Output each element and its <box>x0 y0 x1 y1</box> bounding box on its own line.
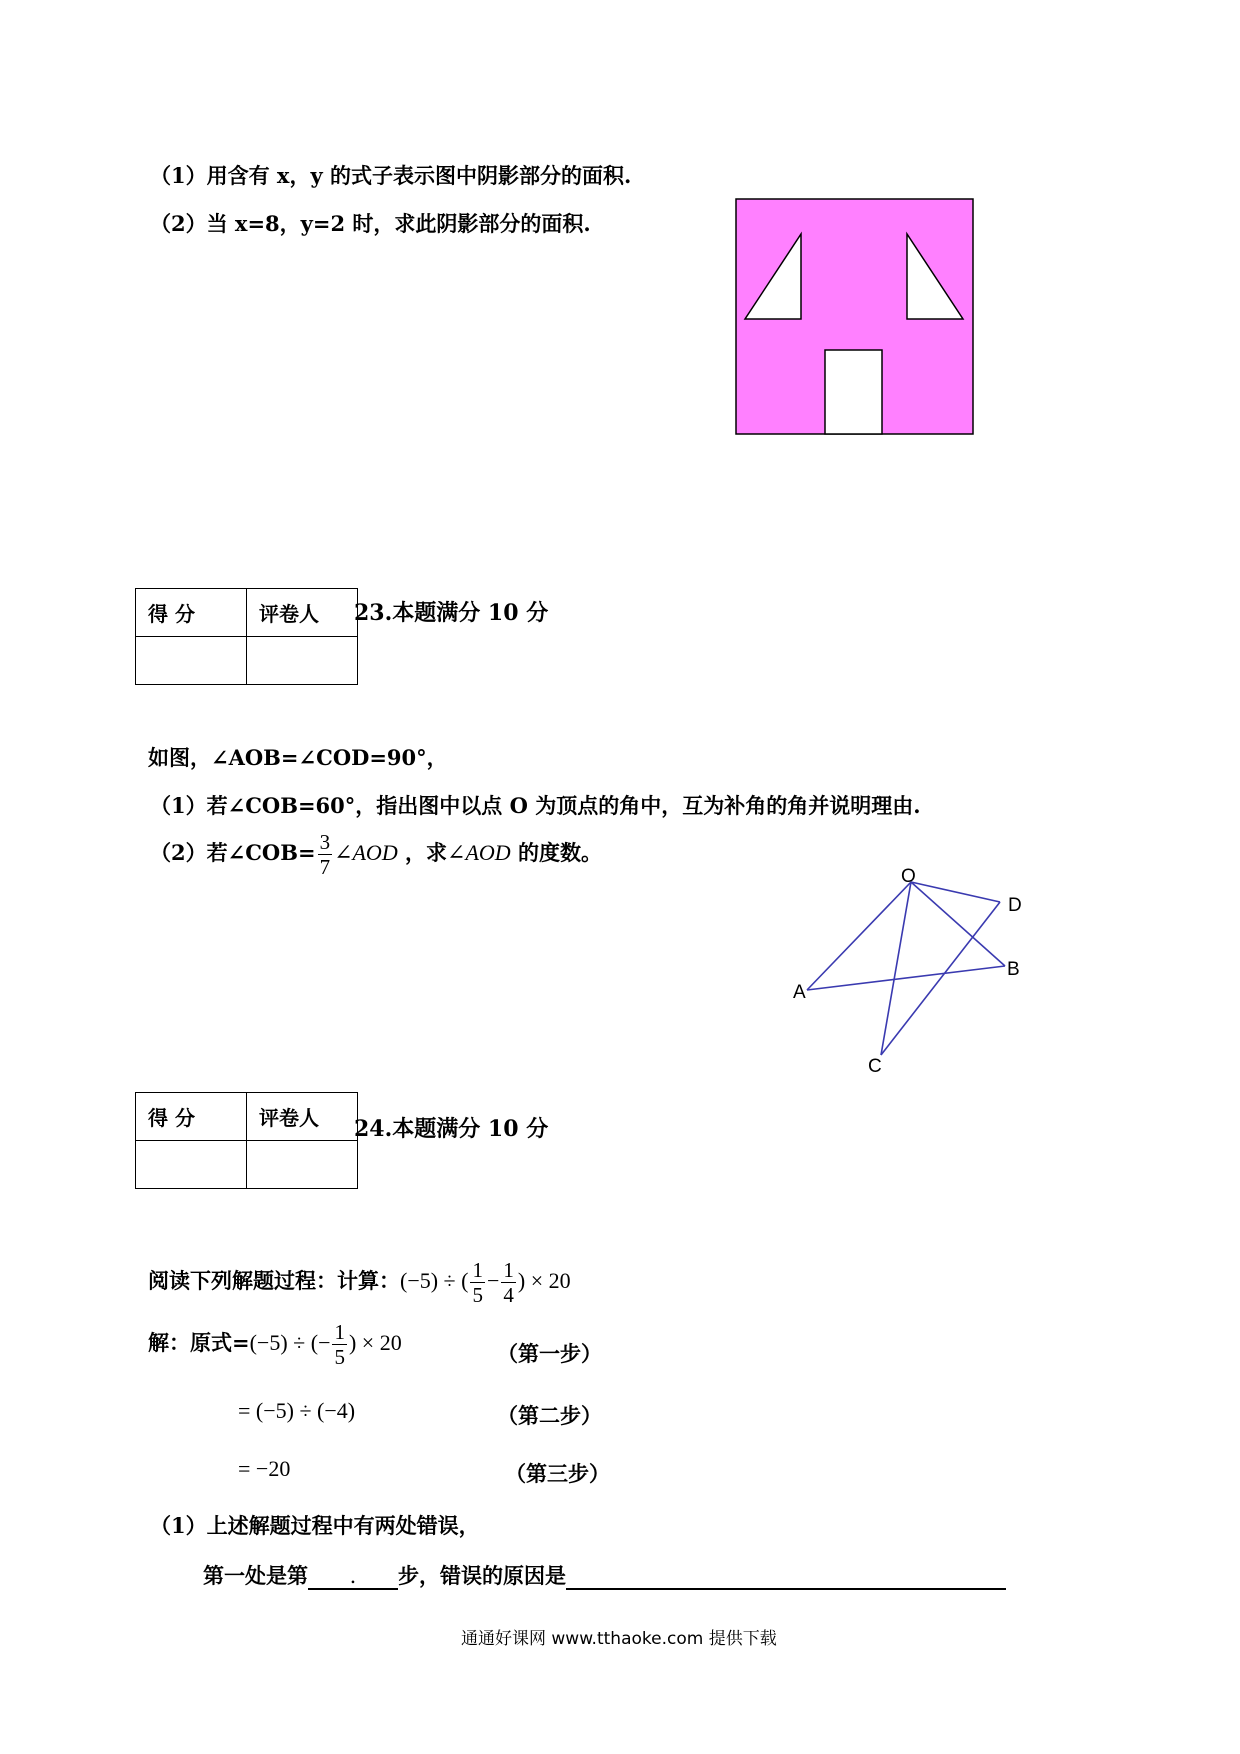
angle-figure <box>795 860 1050 1080</box>
label-c: C <box>868 1056 882 1077</box>
q23-part1: （1）若∠COB=60°，指出图中以点 O 为顶点的角中，互为补角的角并说明理由. <box>150 793 921 818</box>
q24-heading: 24.本题满分 10 分 <box>354 1116 549 1142</box>
angle-aod-2: ∠AOD <box>447 840 511 865</box>
grader-cell <box>247 1141 358 1189</box>
step1-fraction <box>332 1320 347 1369</box>
q23-part2 <box>150 830 602 879</box>
q24-intro-prefix: 阅读下列解题过程：计算： <box>148 1268 400 1293</box>
score-cell <box>136 1141 247 1189</box>
fraction-numerator: 1 <box>472 1258 483 1282</box>
blank-dot: . <box>349 1564 357 1588</box>
q24-intro <box>148 1258 571 1307</box>
score-label: 得 分 <box>136 589 247 637</box>
line-ob <box>911 882 1005 966</box>
q23-part2-mid: ，求 <box>405 840 448 865</box>
expr-minus: − <box>486 1268 500 1293</box>
grader-cell <box>247 637 358 685</box>
step2-label: （第二步） <box>497 1403 602 1428</box>
fraction-1-4 <box>501 1258 516 1307</box>
label-b: B <box>1007 959 1020 980</box>
grader-label: 评卷人 <box>247 1093 358 1141</box>
q24-step1 <box>148 1320 402 1369</box>
footer-credit: 通通好课网 www.tthaoke.com 提供下载 <box>461 1629 777 1649</box>
q22-part2: （2）当 x=8，y=2 时，求此阴影部分的面积. <box>150 211 591 236</box>
score-table-24 <box>135 1092 358 1189</box>
step1-label: （第一步） <box>497 1341 602 1366</box>
angle-aod: ∠AOD <box>334 840 398 865</box>
fraction-numerator: 1 <box>334 1320 345 1344</box>
q23-part2-prefix: （2）若∠COB= <box>150 840 316 865</box>
step3-expr: = −20 <box>238 1456 291 1481</box>
shaded-area-figure <box>735 198 975 436</box>
label-a: A <box>793 982 806 1003</box>
label-d: D <box>1008 895 1022 916</box>
bottom-rect-cutout <box>825 350 882 434</box>
step1-part-a: (−5) ÷ (− <box>249 1330 331 1355</box>
expr-part-b: ) × 20 <box>517 1268 571 1293</box>
fill-prefix: 第一处是第 <box>203 1563 308 1588</box>
line-od <box>911 882 1000 902</box>
fraction-denominator: 5 <box>472 1283 483 1307</box>
q23-heading: 23.本题满分 10 分 <box>354 600 549 626</box>
fraction-numerator: 1 <box>503 1258 514 1282</box>
fill-mid: 步，错误的原因是 <box>398 1563 566 1588</box>
line-ab <box>807 966 1005 990</box>
fraction-3-7 <box>318 830 333 879</box>
q23-part2-suffix: 的度数。 <box>518 840 602 865</box>
fraction-denominator: 5 <box>334 1345 345 1369</box>
expr-part-a: (−5) ÷ ( <box>400 1268 469 1293</box>
score-label: 得 分 <box>136 1093 247 1141</box>
q24-part1: （1）上述解题过程中有两处错误， <box>150 1513 480 1538</box>
fraction-numerator: 3 <box>319 830 331 854</box>
score-cell <box>136 637 247 685</box>
step1-part-b: ) × 20 <box>348 1330 402 1355</box>
step-answer-blank[interactable] <box>308 1564 398 1590</box>
fraction-denominator: 4 <box>503 1283 514 1307</box>
q23-intro: 如图，∠AOB=∠COD=90°， <box>148 745 448 770</box>
solution-prefix: 解：原式= <box>148 1330 250 1355</box>
grader-label: 评卷人 <box>247 589 358 637</box>
fraction-1-5 <box>470 1258 485 1307</box>
score-table-23 <box>135 588 358 685</box>
fraction-denominator: 7 <box>319 855 331 879</box>
q22-part1: （1）用含有 x，y 的式子表示图中阴影部分的面积. <box>150 163 632 188</box>
step2-expr: = (−5) ÷ (−4) <box>238 1398 356 1423</box>
q24-fill-line <box>203 1560 1006 1590</box>
reason-answer-blank[interactable] <box>566 1564 1006 1590</box>
label-o: O <box>901 866 916 887</box>
step3-label: （第三步） <box>505 1461 610 1486</box>
